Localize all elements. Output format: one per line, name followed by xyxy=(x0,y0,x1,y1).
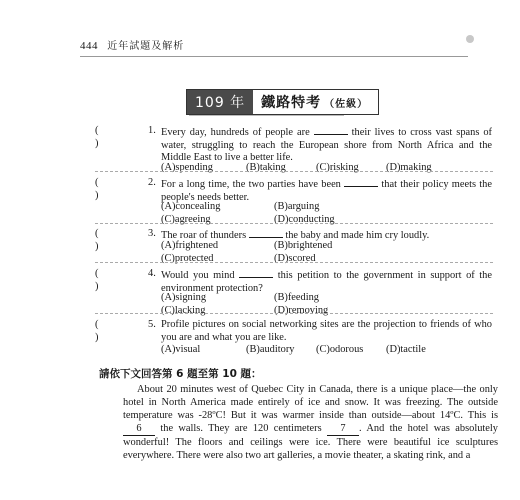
exam-banner xyxy=(186,89,379,115)
stem-part: Every day, hundreds of people are xyxy=(161,127,310,138)
option-c: (C)risking xyxy=(316,162,359,173)
answer-blank xyxy=(314,125,348,135)
stem-part: the baby and made him cry loudly. xyxy=(285,230,430,241)
running-head xyxy=(80,37,184,52)
page-edge-dot xyxy=(466,35,474,43)
book-title: 近年試題及解析 xyxy=(107,41,185,52)
question-divider xyxy=(95,262,493,263)
reading-passage xyxy=(123,383,498,463)
stem-part: Would you mind xyxy=(161,270,235,281)
option-b: (B)feeding xyxy=(274,292,320,303)
question-number: 1. xyxy=(148,125,156,136)
stem-part: that their policy meets the people's needs better. xyxy=(161,179,492,203)
answer-blank xyxy=(239,268,273,278)
stem-part: The roar of thunders xyxy=(161,230,247,241)
page-number: 444 xyxy=(80,40,98,52)
answer-paren: ( ) xyxy=(95,177,99,201)
cloze-blank-7: 7 xyxy=(327,422,359,436)
question-divider xyxy=(95,313,493,314)
question-stem xyxy=(161,319,492,344)
option-d: (D)making xyxy=(386,162,432,173)
question-divider xyxy=(95,171,493,172)
exam-level: （佐級） xyxy=(324,98,369,110)
cloze-blank-6: 6 xyxy=(123,422,155,436)
question-number: 5. xyxy=(148,319,156,330)
question-number: 2. xyxy=(148,177,156,188)
option-a: (A)spending xyxy=(161,162,213,173)
passage-paragraph xyxy=(123,383,498,463)
answer-paren: ( ) xyxy=(95,125,99,149)
answer-paren: ( ) xyxy=(95,268,99,292)
stem-part: Profile pictures on social networking sites are the projection to friends of who you are and what you are like. xyxy=(161,319,492,343)
option-b: (B)arguing xyxy=(274,201,320,212)
option-c: (C)agreeing xyxy=(161,213,211,225)
option-b: (B)taking xyxy=(246,162,286,173)
option-c: (C)odorous xyxy=(316,344,364,355)
question-divider xyxy=(95,223,493,224)
answer-blank xyxy=(344,177,378,187)
stem-part: this petition to the government in support of the environment protection? xyxy=(161,270,492,294)
option-b: (B)auditory xyxy=(246,344,295,355)
options xyxy=(161,344,456,357)
options xyxy=(161,162,456,175)
stem-part: their lives to cross vast spans of water, struggling to reach the European shore from North Africa and the Middle East to live a better life. xyxy=(161,127,492,163)
option-b: (B)brightened xyxy=(274,240,333,251)
answer-blank xyxy=(249,228,283,238)
exam-title: 鐵路特考 xyxy=(261,95,322,111)
passage-text: . And the hotel was absolutely wonderful! The floors and ceilings were ice. There were beautiful ice sculptures everywhere. There were also two art galleries, a movie theater, a skating rink, and a xyxy=(123,423,498,462)
answer-paren: ( ) xyxy=(95,319,99,343)
option-a: (A)signing xyxy=(161,292,207,303)
option-c: (C)protected xyxy=(161,252,214,264)
passage-text: the walls. They are 120 centimeters xyxy=(160,423,322,435)
header-rule xyxy=(80,56,468,57)
option-a: (A)visual xyxy=(161,344,201,355)
passage-text: About 20 minutes west of Quebec City in Canada, there is a unique place—the only hotel in North America made entirely of ice and snow. It was freezing. The outside temperature was -28ºC! But it was warmer inside than outside—about 14ºC. This is xyxy=(123,384,498,422)
stem-part: For a long time, the two parties have been xyxy=(161,179,341,190)
exam-name xyxy=(253,90,378,114)
option-d: (D)tactile xyxy=(386,344,426,355)
option-d: (D)scored xyxy=(274,252,316,264)
question-stem xyxy=(161,177,492,204)
option-d: (D)removing xyxy=(274,304,329,316)
answer-paren: ( ) xyxy=(95,228,99,252)
option-a: (A)concealing xyxy=(161,201,221,212)
question-number: 4. xyxy=(148,268,156,279)
question-number: 3. xyxy=(148,228,156,239)
question-stem xyxy=(161,125,492,165)
option-c: (C)lacking xyxy=(161,304,206,316)
reading-instruction: 請依下文回答第 6 題至第 10 題： xyxy=(99,368,262,380)
option-a: (A)frightened xyxy=(161,240,219,251)
question-stem xyxy=(161,268,492,295)
option-d: (D)conducting xyxy=(274,213,335,225)
exam-year: 109 年 xyxy=(187,90,253,114)
